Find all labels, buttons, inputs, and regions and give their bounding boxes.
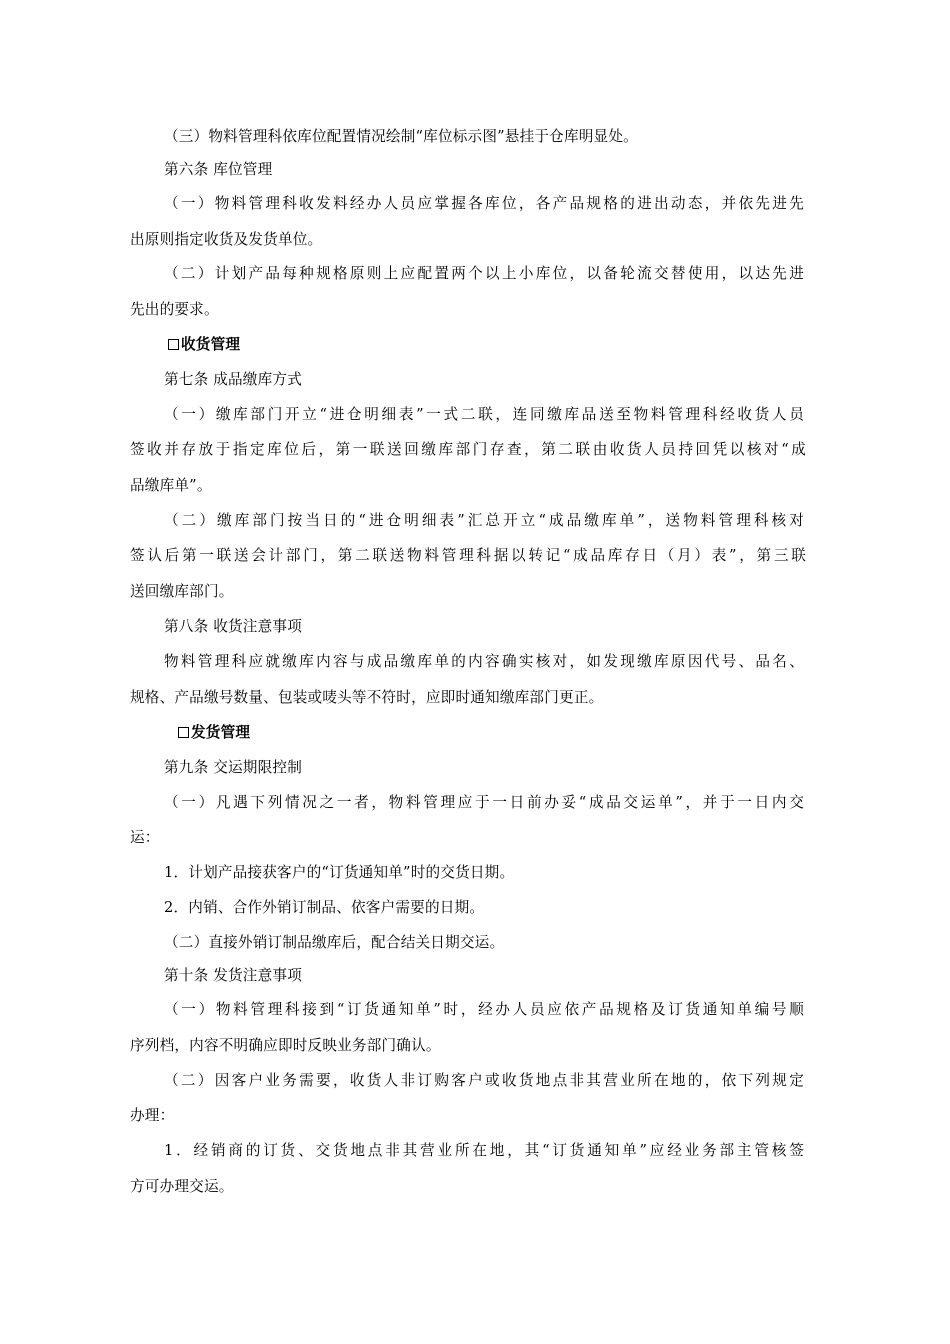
article-title: 第九条 交运期限控制 [164,759,302,776]
paragraph-line: 送回缴库部门。 [130,583,234,600]
paragraph-line: 品缴库单”。 [130,477,212,494]
paragraph-line: 先出的要求。 [130,301,219,318]
paragraph-line: 物料管理科应就缴库内容与成品缴库单的内容确实核对，如发现缴库原因代号、品名、 [164,653,804,670]
section-heading-shipping: 发货管理 [178,723,858,743]
paragraph-line: （二）因客户业务需要，收货人非订购客户或收货地点非其营业所在地的，依下列规定 [164,1072,804,1089]
paragraph-line: 办理： [130,1107,175,1124]
paragraph-line: 出原则指定收货及发货单位。 [130,231,323,248]
paragraph-line: （三）物料管理科依库位配置情况绘制“库位标示图”悬挂于仓库明显处。 [164,128,638,145]
paragraph-line: （二）缴库部门按当日的“进仓明细表”汇总开立“成品缴库单”，送物料管理科核对 [164,512,804,529]
paragraph-line: 签认后第一联送会计部门，第二联送物料管理科据以转记“成品库存日（月）表”，第三联 [130,547,806,564]
paragraph-line: 方可办理交运。 [130,1178,234,1195]
list-item: 2．内销、合作外销订制品、依客户需要的日期。 [164,899,485,916]
article-title: 第十条 发货注意事项 [164,967,302,984]
paragraph-line: 签收并存放于指定库位后，第一联送回缴库部门存查，第二联由收货人员持回凭以核对“成 [130,441,806,458]
list-item: 1．经销商的订货、交货地点非其营业所在地，其“订货通知单”应经业务部主管核签 [164,1142,804,1159]
paragraph-line: （二）直接外销订制品缴库后，配合结关日期交运。 [164,934,505,951]
article-title: 第六条 库位管理 [164,161,273,178]
paragraph-line: （一）凡遇下列情况之一者，物料管理应于一日前办妥“成品交运单”，并于一日内交 [164,794,804,811]
paragraph-line: （一）物料管理科接到“订货通知单”时，经办人员应依产品规格及订货通知单编号顺 [164,1001,804,1018]
paragraph-line: 序列档，内容不明确应即时反映业务部门确认。 [130,1037,441,1054]
paragraph-line: 规格、产品缴号数量、包装或唛头等不符时，应即时通知缴库部门更正。 [130,689,604,706]
paragraph-line: （一）缴库部门开立“进仓明细表”一式二联，连同缴库品送至物料管理科经收货人员 [164,406,804,423]
list-item: 1．计划产品接获客户的“订货通知单”时的交货日期。 [164,864,515,881]
section-heading-receiving: 收货管理 [168,335,848,355]
article-title: 第七条 成品缴库方式 [164,371,302,388]
checkbox-square-icon [178,727,189,738]
paragraph-line: （一）物料管理科收发料经办人员应掌握各库位，各产品规格的进出动态，并依先进先 [164,195,804,212]
paragraph-line: （二）计划产品每种规格原则上应配置两个以上小库位，以备轮流交替使用，以达先进 [164,265,804,282]
paragraph-line: 运： [130,829,160,846]
checkbox-square-icon [168,339,179,350]
article-title: 第八条 收货注意事项 [164,618,302,635]
